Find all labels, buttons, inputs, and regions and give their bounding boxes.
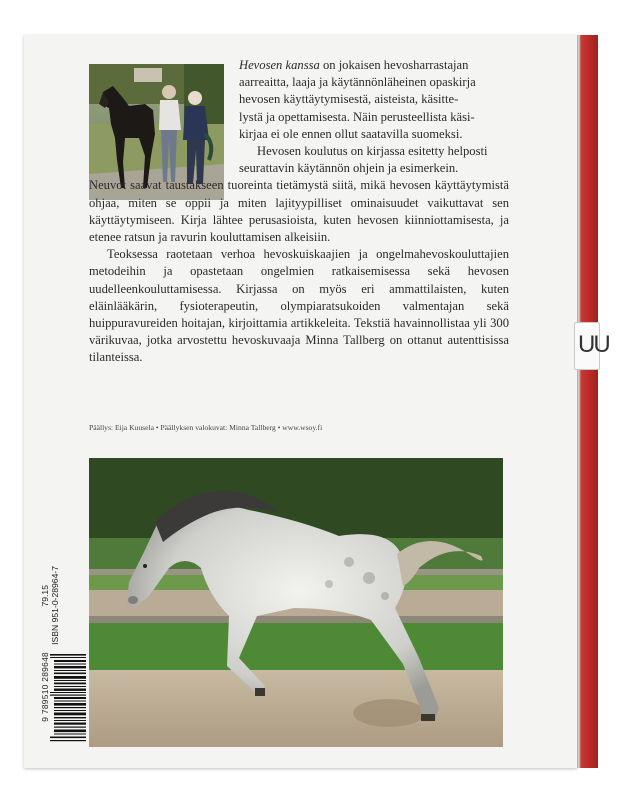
book-title: Hevosen kanssa (239, 58, 320, 72)
blurb-paragraph-2-line-1: Hevosen koulutus on kirjassa esitetty helposti (257, 144, 488, 159)
blurb-paragraph-2-line-2: seurattavin käytännön ohjein ja esimerkein. (239, 161, 459, 176)
spine-library-label: UU (574, 322, 600, 370)
cover-credits: Päällys: Eija Kuusela • Päällyksen valokuvat: Minna Tallberg • www.wsoy.fi (89, 423, 323, 432)
blurb-paragraph-1-line-3: hevosen käyttäytymisestä, aisteista, käsitte- (239, 92, 459, 107)
blurb-paragraph-3: Teoksessa raotetaan verhoa hevoskuiskaajien ja ongelmahevoskouluttajien metodeihin ja opastetaan ongelmien ratkaisemisessa sekä hevosen uudelleenkouluttamisessa. Kirjassa on myös eri ammattilaisten, kuten eläinlääkärin, fysioterapeutin, olympiaratsukoiden valmentajan sekä huippuravureiden hoitajan, kirjoittamia artikkeleita. Tekstiä havainnollistaa yli 300 värikuvaa, jotka arvostettu hevoskuvaaja Minna Tallberg on ottanut autenttisissa tilanteissa. (89, 247, 509, 365)
blurb-paragraph-1-line-5: kirjaa ei ole ennen ollut saatavilla suomeksi. (239, 126, 463, 141)
barcode (50, 654, 86, 742)
isbn-number: ISBN 951-0-28964-7 (50, 566, 60, 645)
price-code: 79.15 (40, 585, 50, 607)
back-cover-blurb (89, 57, 509, 367)
blurb-paragraph-2-body: Neuvot saavat taustakseen tuoreinta tietämystä siitä, mikä hevosen käyttäytymistä ohjaa, miten se oppii ja miten lajityypilliset ominaisuudet vaikuttavat sen käyttäytymiseen. Kirja lähtee perusasioista, kuten hevosen kiinniottamisesta, ja etenee ratsun ja ravurin kouluttamisen alkeisiin. (89, 178, 509, 245)
barcode-digits: 9 789510 289648 (40, 652, 50, 722)
blurb-paragraph-1-line-1: Hevosen kanssa on jokaisen hevosharrastajan (239, 58, 469, 72)
cover-photo-grey-horse-bucking (89, 458, 503, 747)
blurb-paragraph-1-line-4: lystä ja opettamisesta. Näin perusteellista käsi- (239, 109, 475, 124)
blurb-paragraph-1-line-2: aarreaitta, laaja ja käytännönläheinen opaskirja (239, 75, 476, 90)
spine-edge (577, 35, 598, 768)
